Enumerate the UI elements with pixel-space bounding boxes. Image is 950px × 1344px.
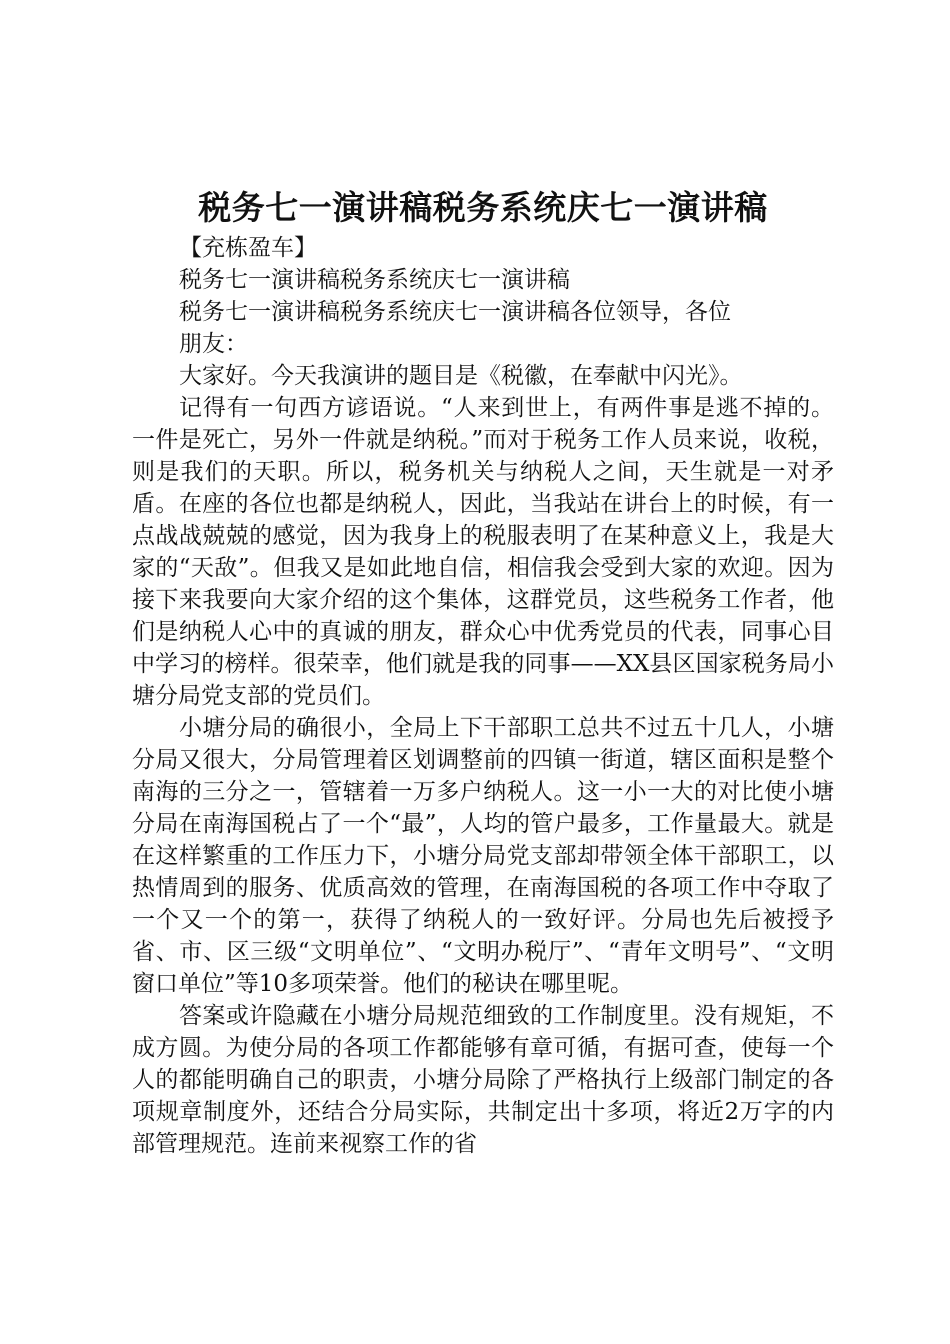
greeting-line: 大家好。今天我演讲的题目是《税徽，在奉献中闪光》。 — [179, 363, 743, 389]
body-paragraph: 答案或许隐藏在小塘分局规范细致的工作制度里。没有规矩，不成方圆。为使分局的各项工作都能够有章可循，有据可查，使每一个人的都能明确自己的职责，小塘分局除了严格执行上级部门制定的各项规章制度外，还结合分局实际，共制定出十多项，将近2万字的内部管理规范。连前来视察工作的省 — [132, 1003, 834, 1157]
document-title: 税务七一演讲稿税务系统庆七一演讲稿 — [198, 188, 768, 227]
body-paragraph: 小塘分局的确很小，全局上下干部职工总共不过五十几人，小塘分局又很大，分局管理着区划调整前的四镇一街道，辖区面积是整个南海的三分之一，管辖着一万多户纳税人。这一小一大的对比使小塘分局在南海国税占了一个“最”，人均的管户最多，工作量最大。就是在这样繁重的工作压力下，小塘分局党支部却带领全体干部职工，以热情周到的服务、优质高效的管理，在南海国税的各项工作中夺取了一个又一个的第一，获得了纳税人的一致好评。分局也先后被授予省、市、区三级“文明单位”、“文明办税厅”、“青年文明号”、“文明窗口单位”等10多项荣誉。他们的秘诀在哪里呢。 — [132, 715, 834, 997]
salutation-line-1: 税务七一演讲稿税务系统庆七一演讲稿各位领导，各位 — [179, 299, 731, 325]
body-paragraph: 记得有一句西方谚语说。“人来到世上，有两件事是逃不掉的。一件是死亡，另外一件就是纳税。”而对于税务工作人员来说，收税，则是我们的天职。所以，税务机关与纳税人之间，天生就是一对矛盾。在座的各位也都是纳税人，因此，当我站在讲台上的时候，有一点战战兢兢的感觉，因为我身上的税服表明了在某种意义上，我是大家的“天敌”。但我又是如此地自信，相信我会受到大家的欢迎。因为接下来我要向大家介绍的这个集体，这群党员，这些税务工作者，他们是纳税人心中的真诚的朋友，群众心中优秀党员的代表，同事心目中学习的榜样。很荣幸，他们就是我的同事——XX县区国家税务局小塘分局党支部的党员们。 — [132, 395, 834, 709]
salutation-line-2: 朋友： — [179, 331, 248, 357]
document-subtitle: 税务七一演讲稿税务系统庆七一演讲稿 — [179, 267, 570, 293]
document-page — [132, 186, 834, 1160]
source-tag: 【充栋盈车】 — [179, 235, 317, 261]
